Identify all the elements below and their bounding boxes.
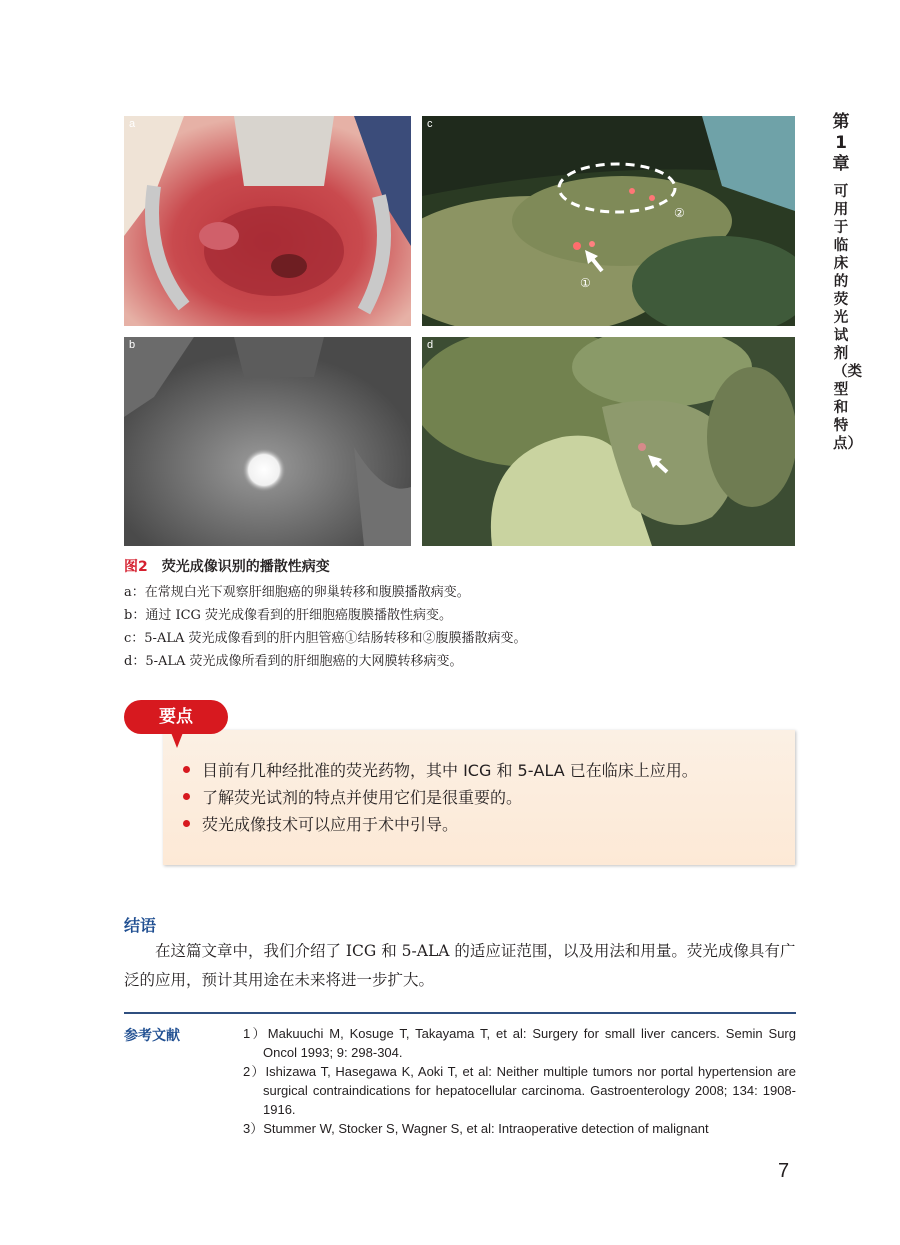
reference-item: 2）Ishizawa T, Hasegawa K, Aoki T, et al: Neither multiple tumors nor portal hypertension are surgical contraindications for hepatocellular carcinoma. Gastroenterology 2008; 134: 1908-1916. bbox=[243, 1064, 796, 1117]
key-point-text: 目前有几种经批准的荧光药物，其中 ICG 和 5-ALA 已在临床上应用。 bbox=[202, 761, 698, 780]
marker-2: ② bbox=[674, 206, 685, 220]
chapter-title: 可用于临床的荧光试剂（类型和特点） bbox=[833, 184, 862, 452]
key-points-tag: 要点 bbox=[124, 700, 228, 734]
panel-label-b: b bbox=[129, 339, 136, 351]
bullet-dot-icon bbox=[183, 793, 190, 800]
figure-panel-c bbox=[422, 116, 795, 326]
conclusion-body: 在这篇文章中，我们介绍了 ICG 和 5-ALA 的适应证范围，以及用法和用量。荧光成像具有广泛的应用，预计其用途在未来将进一步扩大。 bbox=[124, 942, 796, 989]
caption-title: 荧光成像识别的播散性病变 bbox=[161, 559, 330, 575]
panel-label-a: a bbox=[129, 118, 136, 130]
chapter-side-tab bbox=[818, 112, 864, 453]
references-heading: 参考文献 bbox=[124, 1028, 180, 1044]
references-divider bbox=[124, 1012, 796, 1014]
reference-item: 3）Stummer W, Stocker S, Wagner S, et al: Intraoperative detection of malignant bbox=[243, 1121, 709, 1136]
fluorescence-photo-icg bbox=[124, 337, 411, 546]
fluorescence-photo-5ala-colon bbox=[422, 116, 795, 326]
figure-panel-a bbox=[124, 116, 411, 326]
marker-1: ① bbox=[580, 276, 591, 290]
surgical-photo-white-light bbox=[124, 116, 411, 326]
caption-line-d: d：5-ALA 荧光成像所看到的肝细胞癌的大网膜转移病变。 bbox=[124, 654, 463, 669]
panel-label-d: d bbox=[427, 339, 434, 351]
key-point-item bbox=[183, 811, 698, 838]
caption-line-b: b：通过 ICG 荧光成像看到的肝细胞癌腹膜播散性病变。 bbox=[124, 608, 453, 623]
key-points-list bbox=[183, 757, 698, 838]
bullet-dot-icon bbox=[183, 766, 190, 773]
key-point-item bbox=[183, 757, 698, 784]
conclusion-heading: 结语 bbox=[124, 916, 157, 935]
fluorescence-photo-5ala-omentum bbox=[422, 337, 795, 546]
panel-label-c: c bbox=[427, 118, 433, 130]
page-number: 7 bbox=[778, 1160, 790, 1182]
figure-panel-d bbox=[422, 337, 795, 546]
figure-label: 图2 bbox=[124, 559, 148, 575]
key-point-text: 荧光成像技术可以应用于术中引导。 bbox=[202, 815, 459, 834]
key-point-text: 了解荧光试剂的特点并使用它们是很重要的。 bbox=[202, 788, 523, 807]
key-point-item bbox=[183, 784, 698, 811]
caption-title-row bbox=[124, 556, 804, 576]
figure-caption bbox=[124, 556, 804, 673]
caption-line-a: a：在常规白光下观察肝细胞癌的卵巢转移和腹膜播散病变。 bbox=[124, 585, 470, 600]
references-list bbox=[243, 1024, 796, 1138]
chapter-label: 第1章 bbox=[832, 112, 850, 174]
figure-panel-b bbox=[124, 337, 411, 546]
reference-item: 1）Makuuchi M, Kosuge T, Takayama T, et al: Surgery for small liver cancers. Semin Surg Oncol 1993; 9: 298-304. bbox=[243, 1026, 796, 1060]
caption-line-c: c：5-ALA 荧光成像看到的肝内胆管癌①结肠转移和②腹膜播散病变。 bbox=[124, 631, 527, 646]
bullet-dot-icon bbox=[183, 820, 190, 827]
